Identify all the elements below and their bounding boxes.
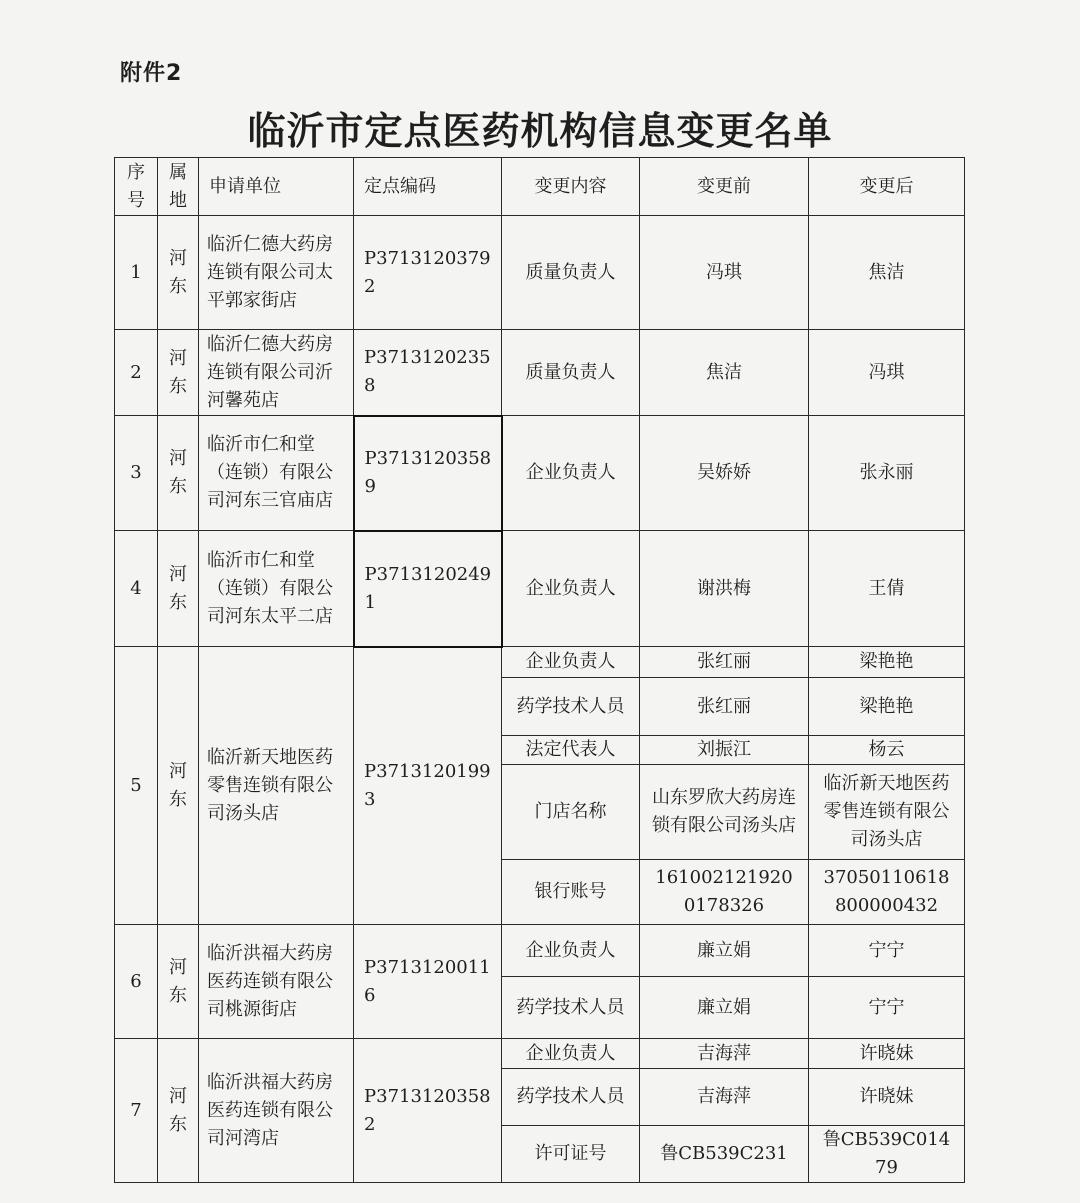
change-content: 门店名称	[502, 765, 640, 860]
change-after: 鲁CB539C01479	[809, 1126, 965, 1183]
row-number: 4	[115, 531, 158, 647]
change-before: 谢洪梅	[640, 531, 809, 647]
change-content: 许可证号	[502, 1126, 640, 1183]
header-unit: 申请单位	[199, 158, 354, 216]
row-number: 2	[115, 330, 158, 416]
change-before: 张红丽	[640, 647, 809, 678]
change-content: 药学技术人员	[502, 678, 640, 736]
row-unit: 临沂新天地医药零售连锁有限公司汤头店	[199, 647, 354, 925]
change-content: 企业负责人	[502, 531, 640, 647]
row-code: P37131200116	[354, 925, 502, 1039]
change-list-table	[114, 157, 965, 1183]
change-content: 药学技术人员	[502, 1069, 640, 1126]
row-region: 河东	[158, 216, 199, 330]
change-before: 1610021219200178326	[640, 860, 809, 925]
header-region: 属地	[158, 158, 199, 216]
table-row	[115, 925, 965, 977]
attachment-label: 附件2	[120, 61, 183, 86]
change-content: 企业负责人	[502, 416, 640, 531]
change-after: 宁宁	[809, 925, 965, 977]
table-row	[115, 647, 965, 678]
row-region: 河东	[158, 330, 199, 416]
row-number: 1	[115, 216, 158, 330]
header-code: 定点编码	[354, 158, 502, 216]
change-after: 杨云	[809, 736, 965, 765]
header-content: 变更内容	[502, 158, 640, 216]
row-region: 河东	[158, 1039, 199, 1183]
change-after: 冯琪	[809, 330, 965, 416]
row-unit: 临沂市仁和堂（连锁）有限公司河东三官庙店	[199, 416, 354, 531]
change-content: 企业负责人	[502, 1039, 640, 1069]
header-row	[115, 158, 965, 216]
change-after: 焦洁	[809, 216, 965, 330]
page-title: 临沂市定点医药机构信息变更名单	[247, 109, 833, 153]
change-after: 王倩	[809, 531, 965, 647]
change-before: 焦洁	[640, 330, 809, 416]
row-unit: 临沂洪福大药房医药连锁有限公司桃源街店	[199, 925, 354, 1039]
table-row	[115, 216, 965, 330]
row-region: 河东	[158, 416, 199, 531]
table-row	[115, 330, 965, 416]
row-unit: 临沂洪福大药房医药连锁有限公司河湾店	[199, 1039, 354, 1183]
change-before: 吉海萍	[640, 1039, 809, 1069]
row-code: P37131201993	[354, 647, 502, 925]
row-number: 6	[115, 925, 158, 1039]
change-content: 企业负责人	[502, 647, 640, 678]
row-unit: 临沂仁德大药房连锁有限公司沂河馨苑店	[199, 330, 354, 416]
change-content: 质量负责人	[502, 330, 640, 416]
header-no: 序号	[115, 158, 158, 216]
row-number: 7	[115, 1039, 158, 1183]
change-after: 临沂新天地医药零售连锁有限公司汤头店	[809, 765, 965, 860]
row-code: P37131203582	[354, 1039, 502, 1183]
row-number: 3	[115, 416, 158, 531]
row-region: 河东	[158, 925, 199, 1039]
row-number: 5	[115, 647, 158, 925]
header-after: 变更后	[809, 158, 965, 216]
change-content: 银行账号	[502, 860, 640, 925]
change-after: 37050110618800000432	[809, 860, 965, 925]
header-before: 变更前	[640, 158, 809, 216]
change-before: 鲁CB539C231	[640, 1126, 809, 1183]
row-code: P37131202358	[354, 330, 502, 416]
row-unit: 临沂仁德大药房连锁有限公司太平郭家街店	[199, 216, 354, 330]
change-after: 许晓妹	[809, 1069, 965, 1126]
table-row	[115, 1039, 965, 1069]
change-content: 药学技术人员	[502, 977, 640, 1039]
change-content: 质量负责人	[502, 216, 640, 330]
change-after: 许晓妹	[809, 1039, 965, 1069]
table-row	[115, 531, 965, 647]
row-code: P37131202491	[354, 531, 502, 647]
row-code: P37131203792	[354, 216, 502, 330]
row-region: 河东	[158, 647, 199, 925]
change-content: 法定代表人	[502, 736, 640, 765]
row-region: 河东	[158, 531, 199, 647]
row-unit: 临沂市仁和堂（连锁）有限公司河东太平二店	[199, 531, 354, 647]
change-content: 企业负责人	[502, 925, 640, 977]
row-code: P37131203589	[354, 416, 502, 531]
change-before: 吴娇娇	[640, 416, 809, 531]
change-before: 冯琪	[640, 216, 809, 330]
change-before: 刘振江	[640, 736, 809, 765]
table-row	[115, 416, 965, 531]
change-after: 宁宁	[809, 977, 965, 1039]
change-after: 梁艳艳	[809, 647, 965, 678]
change-after: 张永丽	[809, 416, 965, 531]
change-before: 廉立娟	[640, 925, 809, 977]
change-before: 山东罗欣大药房连锁有限公司汤头店	[640, 765, 809, 860]
change-before: 廉立娟	[640, 977, 809, 1039]
change-before: 吉海萍	[640, 1069, 809, 1126]
change-before: 张红丽	[640, 678, 809, 736]
change-after: 梁艳艳	[809, 678, 965, 736]
